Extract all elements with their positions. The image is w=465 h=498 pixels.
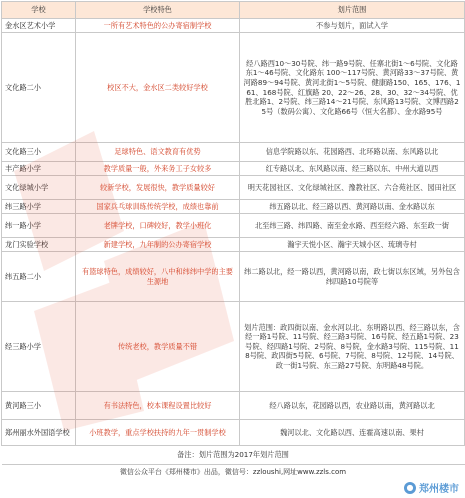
district-range: 明天花园社区、文化绿城社区、豫教社区、六合苑社区、园田社区 bbox=[240, 176, 465, 200]
school-feature: 较新学校，发展很快，教学质量较好 bbox=[76, 176, 240, 200]
table-row bbox=[2, 252, 465, 302]
school-feature: 传统老校，教学质量不错 bbox=[76, 302, 240, 392]
table-row bbox=[2, 392, 465, 420]
district-range: 纬二路以北，经一路以西，黄河路以南，政七街以东区域，另外包含纬四路10号院等 bbox=[240, 252, 465, 302]
table-row bbox=[2, 238, 465, 252]
school-name: 文化路二小 bbox=[2, 33, 76, 143]
school-name: 金水区艺术小学 bbox=[2, 19, 76, 33]
school-name: 龙门实验学校 bbox=[2, 238, 76, 252]
table-row bbox=[2, 200, 465, 214]
district-range: 信息学院路以东、花园路西、北环路以南、东风路以北 bbox=[240, 143, 465, 162]
table-header-row bbox=[2, 2, 465, 19]
district-range: 经八路西10～30号院、纬一路9号院、任寨北街1～6号院、文化路东1～46号院、文化路东 100～117号院、黄河路33～37号院、黄河路89～94号院、黄河北街1～5号院、健康路150、165、176、161、168号院、红旗路 20、22～26、28、30、32～34号院、优胜北路1、2号院、纬三路14～21号院、东风路13号院、文博西路25号（数码公寓）、文化路66号（恒大名都）、金水路95号 bbox=[240, 33, 465, 143]
school-name: 文化绿城小学 bbox=[2, 176, 76, 200]
watermark-text: 郑州楼市 bbox=[419, 484, 459, 495]
school-name: 黄河路三小 bbox=[2, 392, 76, 420]
school-name: 经三路小学 bbox=[2, 302, 76, 392]
district-range: 划片范围：政四街以南、金水河以北、东明路以西、经三路以东，含经一路1号院、11号院、经三路3号院、16号院、经五路1号院、23号院、经四路1号院、2号院、8号院，金水路3号院、115号院、118号院、政四街5号院、6号院、7号院、8号院、12号院、14号院、政一街1号院、东三路27号院、东明路48号院。 bbox=[240, 302, 465, 392]
district-range: 北至纬三路、纬四路、南至金水路、西至经六路、东至政一街 bbox=[240, 214, 465, 238]
brand-watermark bbox=[404, 480, 459, 495]
school-feature: 校区不大，金水区二类较好学校 bbox=[76, 33, 240, 143]
table-row bbox=[2, 420, 465, 446]
note-text: 备注：划片范围为2017年划片范围 bbox=[2, 446, 465, 465]
school-feature: 教学质量一般，外来务工子女较多 bbox=[76, 162, 240, 176]
district-range: 纬五路以北、经三路以西、黄河路以南、金水路以东 bbox=[240, 200, 465, 214]
school-name: 丰产路小学 bbox=[2, 162, 76, 176]
school-name: 纬五路二小 bbox=[2, 252, 76, 302]
header-range: 划片范围 bbox=[240, 2, 465, 19]
district-range: 不参与划片，面试入学 bbox=[240, 19, 465, 33]
school-feature: 新建学校，九年制的公办寄宿学校 bbox=[76, 238, 240, 252]
table-row bbox=[2, 214, 465, 238]
school-district-table bbox=[1, 1, 465, 481]
header-feature: 学校特色 bbox=[76, 2, 240, 19]
school-feature: 国家兵乓球训练传统学校，成绩也靠前 bbox=[76, 200, 240, 214]
table-row bbox=[2, 33, 465, 143]
district-range: 红专路以北、东风路以南、经三路以东、中州大道以西 bbox=[240, 162, 465, 176]
note-row bbox=[2, 446, 465, 465]
school-feature: 老牌学校，口碑较好，教学小班化 bbox=[76, 214, 240, 238]
table-row bbox=[2, 302, 465, 392]
table-row bbox=[2, 143, 465, 162]
school-feature: 足球特色、语文教育有优势 bbox=[76, 143, 240, 162]
school-feature: 一所有艺术特色的公办寄宿制学校 bbox=[76, 19, 240, 33]
district-range: 经八路以东，花园路以西，农业路以南，黄河路以北 bbox=[240, 392, 465, 420]
school-feature: 有篮球特色，成绩较好，八中和纬纬中学的主要生源地 bbox=[76, 252, 240, 302]
school-name: 纬一路小学 bbox=[2, 214, 76, 238]
table-row bbox=[2, 176, 465, 200]
wechat-icon: ● bbox=[404, 482, 416, 494]
district-range: 魏河以北、文化路以西、连霍高速以南、果村 bbox=[240, 420, 465, 446]
header-school: 学校 bbox=[2, 2, 76, 19]
school-name: 文化路三小 bbox=[2, 143, 76, 162]
footer-row bbox=[2, 465, 465, 482]
table-row bbox=[2, 19, 465, 33]
school-name: 郑州丽水外国语学校 bbox=[2, 420, 76, 446]
table-row bbox=[2, 162, 465, 176]
district-range: 瀚宇天悦小区、瀚宇天城小区、琉璃寺村 bbox=[240, 238, 465, 252]
school-feature: 小班教学，重点学校扶持的九年一贯制学校 bbox=[76, 420, 240, 446]
school-feature: 有书法特色，校本课程设置比较好 bbox=[76, 392, 240, 420]
school-name: 纬三路小学 bbox=[2, 200, 76, 214]
footer-text: 微信公众平台《郑州楼市》出品，微信号：zzloushi,网址www.zzls.com bbox=[119, 468, 347, 477]
